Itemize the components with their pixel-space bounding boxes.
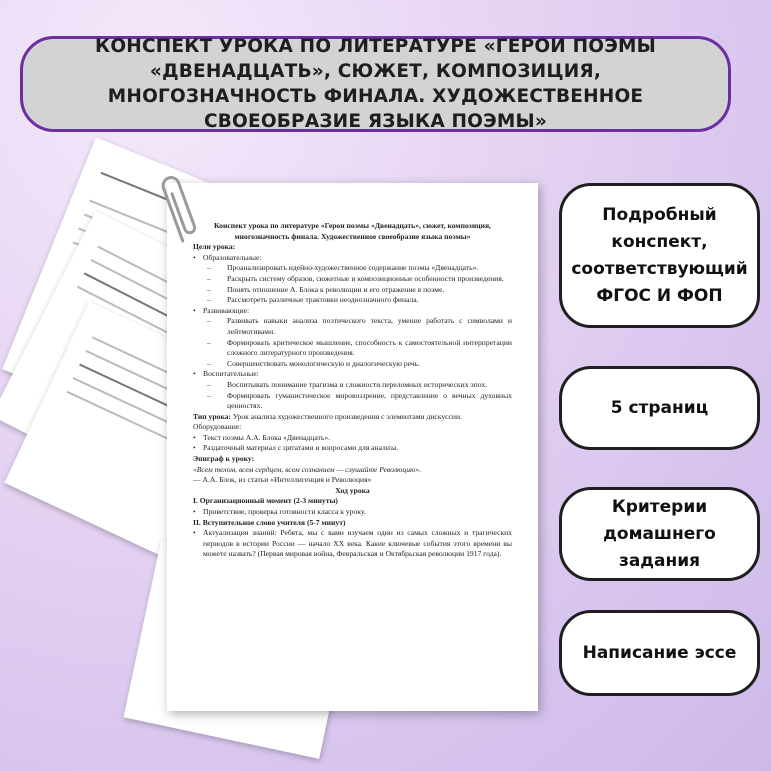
feature-badge: Критерии домашнего задания	[559, 487, 760, 581]
list-item: • Текст поэмы А.А. Блока «Двенадцать».	[193, 433, 512, 444]
list-item: – Воспитывать понимание трагизма и сложности переломных исторических эпох.	[207, 379, 488, 389]
list-item: – Формировать критическое мышление, способность к самостоятельной интерпретации сложного литературного произведения.	[207, 337, 512, 358]
list-item: – Проанализировать идейно-художественное содержание поэмы «Двенадцать».	[207, 263, 479, 273]
paperclip-icon	[160, 170, 200, 250]
list-item: – Формировать гуманистическое мировоззрение, представление о вечных духовных ценностях.	[207, 390, 512, 411]
document-heading: Конспект урока по литературе «Герои поэмы «Двенадцать», сюжет, композиция, многозначность финала. Художественное своеобразие языка поэмы»	[214, 221, 491, 241]
feature-badge: Подробный конспект, соответствующий ФГОС И ФОП	[559, 183, 760, 328]
stage-heading: I. Организационный момент (2-3 минуты)	[193, 496, 338, 506]
lesson-type: Тип урока: Урок анализа художественного произведения с элементами дискуссии.	[193, 411, 462, 421]
stage-heading: II. Вступительное слово учителя (5-7 минут)	[193, 517, 346, 527]
list-item: • Образовательные:	[193, 253, 512, 264]
list-item: • Воспитательные:	[193, 369, 512, 380]
list-item: – Понять отношение А. Блока к революции и его отражение в поэме.	[207, 284, 445, 294]
feature-badge: 5 страниц	[559, 366, 760, 450]
epigraph-text: «Всем телом, всем сердцем, всем сознанием — слушайте Революцию».	[193, 464, 422, 474]
epigraph-label: Эпиграф к уроку:	[193, 454, 255, 464]
title-banner	[20, 36, 731, 132]
list-item: • Развивающие:	[193, 306, 512, 317]
list-item: • Раздаточный материал с цитатами и вопросами для анализа.	[193, 443, 512, 454]
list-item: – Раскрыть систему образов, сюжетные и композиционные особенности произведения.	[207, 273, 504, 283]
list-item: • Приветствие, проверка готовности класса к уроку.	[193, 507, 512, 518]
list-item: • Актуализация знаний: Ребята, мы с вами изучаем один из самых сложных и трагических периодов в истории России — начало XX века. Какие ключевые события этого времени вы можете назвать? (Первая мировая война, Февральская и Октябрьская революции 1917 года).	[193, 528, 512, 560]
list-item: – Рассмотреть различные трактовки неоднозначного финала.	[207, 295, 419, 305]
feature-badge: Написание эссе	[559, 610, 760, 696]
list-item: – Развивать навыки анализа поэтического текста, умение работать с символами и лейтмотивами.	[207, 316, 512, 336]
equipment-label: Оборудование:	[193, 422, 242, 432]
document-page	[167, 183, 538, 711]
epigraph-author: — А.А. Блок, из статьи «Интеллигенция и Революция»	[193, 475, 372, 485]
progress-label: Ход урока	[335, 485, 370, 495]
goals-label: Цели урока:	[193, 242, 236, 252]
page-title: КОНСПЕКТ УРОКА ПО ЛИТЕРАТУРЕ «ГЕРОИ ПОЭМЫ «ДВЕНАДЦАТЬ», СЮЖЕТ, КОМПОЗИЦИЯ, МНОГОЗНАЧНОСТЬ ФИНАЛА. ХУДОЖЕСТВЕННОЕ СВОЕОБРАЗИЕ ЯЗЫКА ПОЭМЫ»	[95, 36, 656, 132]
list-item: – Совершенствовать монологическую и диалогическую речь.	[207, 358, 420, 368]
